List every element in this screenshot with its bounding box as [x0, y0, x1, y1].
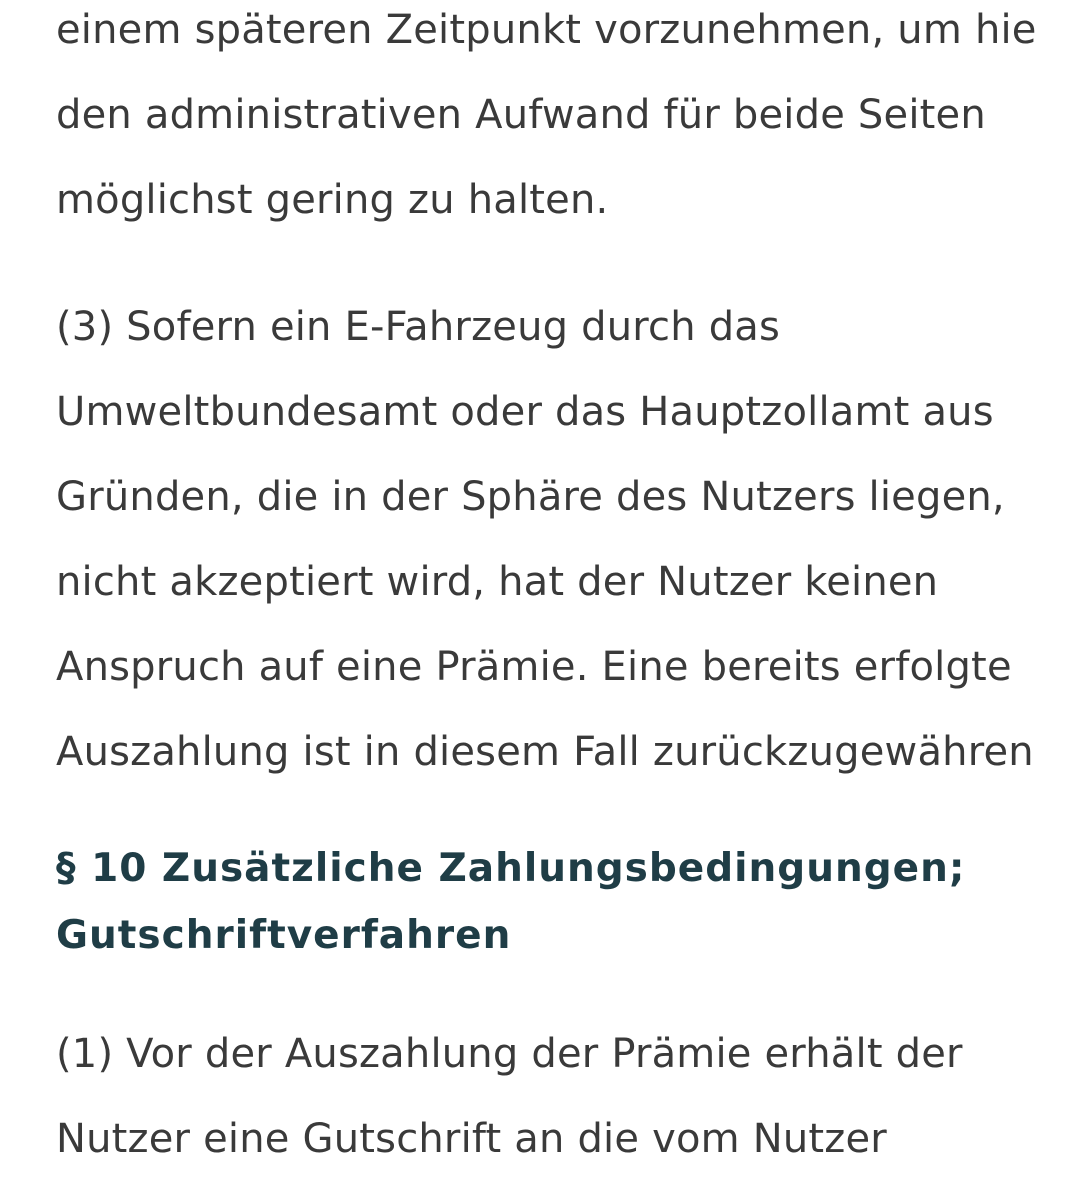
text-line: einem späteren Zeitpunkt vorzunehmen, um hie — [56, 7, 1037, 53]
heading-line: § 10 Zusätzliche Zahlungsbedingungen; — [56, 846, 966, 891]
text-line: Nutzer eine Gutschrift an die vom Nutzer — [56, 1116, 887, 1162]
text-line: (1) Vor der Auszahlung der Prämie erhält der — [56, 1031, 963, 1077]
heading-line: Gutschriftverfahren — [56, 913, 512, 958]
text-line: Auszahlung ist in diesem Fall zurückzugewähren — [56, 729, 1034, 775]
text-line: den administrativen Aufwand für beide Seiten — [56, 92, 986, 138]
text-line: Gründen, die in der Sphäre des Nutzers liegen, — [56, 474, 1005, 520]
text-line: Anspruch auf eine Prämie. Eine bereits erfolgte — [56, 644, 1012, 690]
text-line: möglichst gering zu halten. — [56, 177, 609, 223]
text-line: (3) Sofern ein E-Fahrzeug durch das — [56, 304, 781, 350]
text-line: nicht akzeptiert wird, hat der Nutzer keinen — [56, 559, 939, 605]
text-line: Umweltbundesamt oder das Hauptzollamt aus — [56, 389, 994, 435]
